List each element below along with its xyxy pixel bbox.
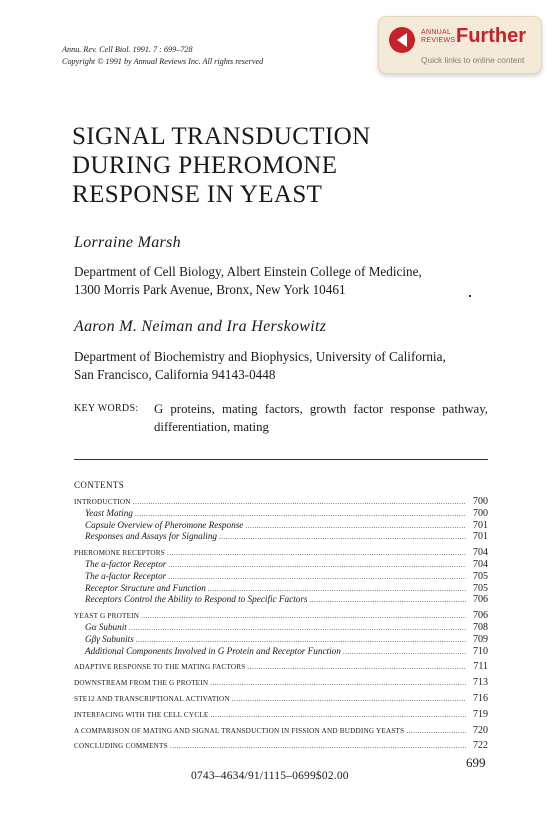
badge-annual-reviews: ANNUAL REVIEWS — [421, 29, 456, 44]
toc-entry-label: CONCLUDING COMMENTS — [74, 742, 168, 751]
toc-entry-label: Gβγ Subunits — [85, 633, 134, 644]
toc-entry-page: 705 — [473, 582, 488, 594]
toc-leader-dots — [131, 498, 466, 506]
toc-entry-label: Yeast Mating — [85, 507, 133, 518]
toc-leader-dots — [133, 510, 466, 518]
toc-list — [74, 496, 488, 752]
author-affiliation: Department of Cell Biology, Albert Einstein College of Medicine, 1300 Morris Park Avenue, Bronx, New York 10461 — [74, 264, 422, 297]
toc-leader-dots — [404, 727, 466, 735]
toc-leader-dots — [166, 573, 466, 581]
toc-section-entry — [74, 709, 488, 721]
toc-entry-page: 722 — [473, 740, 488, 752]
toc-entry-label: The α-factor Receptor — [85, 558, 167, 569]
toc-section-entry — [74, 693, 488, 705]
toc-leader-dots — [341, 648, 466, 656]
toc-entry-page: 720 — [473, 724, 488, 736]
toc-subsection-entry — [74, 594, 488, 606]
toc-leader-dots — [168, 742, 466, 750]
contents-heading: CONTENTS — [74, 480, 125, 490]
toc-entry-page: 708 — [473, 621, 488, 633]
toc-entry-label: ADAPTIVE RESPONSE TO THE MATING FACTORS — [74, 663, 246, 672]
table-of-contents — [74, 480, 488, 752]
toc-leader-dots — [209, 711, 467, 719]
toc-subsection-entry — [74, 622, 488, 634]
toc-entry-label: The a-factor Receptor — [85, 570, 167, 581]
toc-entry-page: 701 — [473, 531, 488, 543]
toc-entry-label: A COMPARISON OF MATING AND SIGNAL TRANSDUCTION IN FISSION AND BUDDING YEASTS — [74, 726, 405, 735]
toc-section-entry — [74, 677, 488, 689]
toc-entry-page: 713 — [473, 677, 488, 689]
toc-entry-page: 710 — [473, 645, 488, 657]
toc-entry-page: 711 — [473, 661, 488, 673]
title-line: DURING PHEROMONE — [72, 152, 338, 179]
toc-leader-dots — [134, 636, 466, 644]
footer-code: 0743–4634/91/1115–0699$02.00 — [191, 770, 349, 782]
toc-leader-dots — [165, 549, 466, 557]
badge-further-label: Further — [456, 25, 526, 47]
toc-subsection-entry — [74, 571, 488, 583]
toc-leader-dots — [230, 695, 466, 703]
keywords-label: KEY WORDS: — [74, 403, 139, 414]
title-line: SIGNAL TRANSDUCTION — [72, 123, 371, 150]
toc-subsection-entry — [74, 559, 488, 571]
keywords-text: G proteins, mating factors, growth factor response pathway, differentiation, mating — [154, 402, 488, 434]
toc-entry-page: 700 — [473, 496, 488, 507]
toc-section-entry — [74, 661, 488, 673]
toc-entry-page: 701 — [473, 519, 488, 531]
toc-section-entry — [74, 547, 488, 559]
toc-entry-page: 716 — [473, 692, 488, 704]
toc-entry-page: 706 — [473, 594, 488, 606]
toc-entry-label: Capsule Overview of Pheromone Response — [85, 519, 244, 530]
toc-leader-dots — [217, 533, 466, 541]
toc-entry-label: Additional Components Involved in G Protein and Receptor Function — [85, 645, 341, 656]
toc-leader-dots — [127, 624, 466, 632]
toc-subsection-entry — [74, 508, 488, 520]
toc-subsection-entry — [74, 520, 488, 532]
author-name: Lorraine Marsh — [74, 234, 181, 251]
toc-entry-label: DOWNSTREAM FROM THE G PROTEIN — [74, 679, 209, 688]
article-title — [72, 122, 371, 209]
toc-entry-label: INTRODUCTION — [74, 498, 131, 506]
toc-entry-label: Responses and Assays for Signaling — [85, 531, 218, 542]
toc-entry-page: 706 — [473, 610, 488, 622]
toc-entry-page: 700 — [473, 507, 488, 519]
further-badge[interactable] — [378, 16, 542, 74]
stray-mark — [469, 295, 471, 297]
toc-entry-page: 705 — [473, 570, 488, 582]
toc-subsection-entry — [74, 583, 488, 595]
toc-leader-dots — [245, 663, 466, 671]
toc-entry-page: 719 — [473, 708, 488, 720]
toc-subsection-entry — [74, 646, 488, 658]
citation-line: Annu. Rev. Cell Biol. 1991. 7 : 699–728 — [62, 45, 193, 54]
toc-entry-label: Receptors Control the Ability to Respond to Specific Factors — [85, 594, 308, 605]
title-line: RESPONSE IN YEAST — [72, 181, 323, 208]
toc-leader-dots — [206, 585, 466, 593]
toc-leader-dots — [243, 522, 466, 530]
toc-subsection-entry — [74, 531, 488, 543]
author-name: Aaron M. Neiman and Ira Herskowitz — [74, 318, 327, 335]
toc-leader-dots — [308, 596, 466, 604]
toc-entry-label: YEAST G PROTEIN — [74, 612, 140, 621]
toc-entry-page: 709 — [473, 633, 488, 645]
toc-entry-label: INTERFACING WITH THE CELL CYCLE — [74, 710, 209, 719]
journal-citation — [62, 44, 263, 68]
toc-leader-dots — [166, 561, 466, 569]
toc-entry-label: PHEROMONE RECEPTORS — [74, 549, 165, 558]
arrow-icon — [389, 27, 415, 53]
toc-entry-page: 704 — [473, 558, 488, 570]
copyright-line: Copyright © 1991 by Annual Reviews Inc. All rights reserved — [62, 57, 264, 66]
toc-entry-label: Gα Subunit — [85, 621, 127, 632]
toc-entry-label: STE12 AND TRANSCRIPTIONAL ACTIVATION — [74, 694, 230, 703]
toc-section-entry — [74, 740, 488, 752]
toc-leader-dots — [208, 679, 466, 687]
badge-subtitle: Quick links to online content — [421, 55, 525, 65]
toc-subsection-entry — [74, 634, 488, 646]
toc-leader-dots — [139, 612, 466, 620]
toc-section-entry — [74, 610, 488, 622]
toc-entry-page: 704 — [473, 547, 488, 559]
toc-section-entry — [74, 496, 488, 508]
toc-section-entry — [74, 725, 488, 737]
divider — [74, 459, 488, 460]
author-affiliation: Department of Biochemistry and Biophysics, University of California, San Francisco, California 94143-0448 — [74, 349, 446, 382]
page-number: 699 — [466, 755, 486, 770]
toc-entry-label: Receptor Structure and Function — [85, 582, 206, 593]
